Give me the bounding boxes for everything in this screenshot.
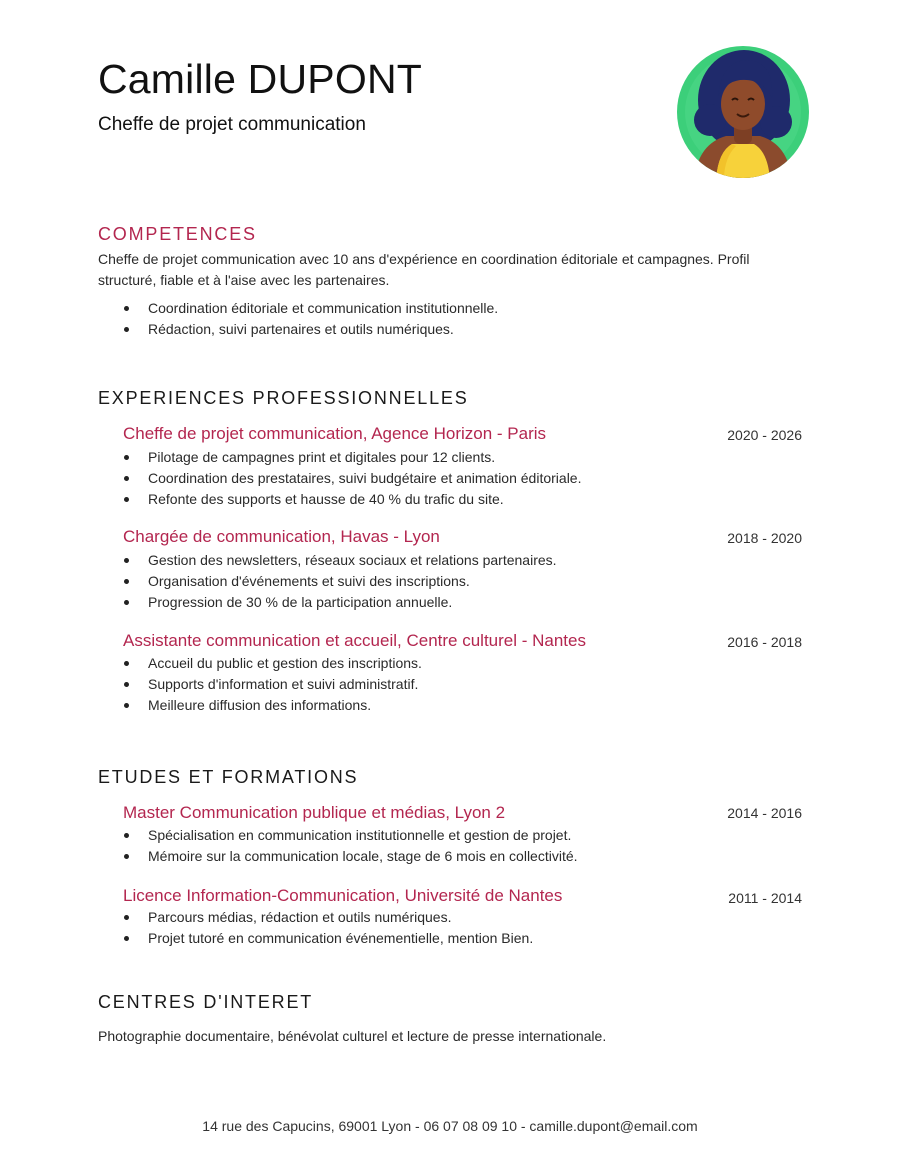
list-item: Meilleure diffusion des informations. [123,695,422,716]
list-item: Spécialisation en communication institutionnelle et gestion de projet. [123,825,578,846]
job-title: Cheffe de projet communication [98,114,366,135]
contact-footer: 14 rue des Capucins, 69001 Lyon - 06 07 08 09 10 - camille.dupont@email.com [202,1118,698,1134]
list-item: Organisation d'événements et suivi des inscriptions. [123,571,557,592]
education-bullets [123,907,533,949]
list-item: Parcours médias, rédaction et outils numériques. [123,907,533,928]
competences-summary: Cheffe de projet communication avec 10 ans d'expérience en coordination éditoriale et campagnes. Profil structuré, fiable et à l'aise avec les partenaires. [98,251,750,288]
education-heading: ETUDES ET FORMATIONS [98,767,359,787]
list-item: Refonte des supports et hausse de 40 % du trafic du site. [123,489,581,510]
list-item: Coordination éditoriale et communication institutionnelle. [123,298,498,319]
experience-bullets [123,653,422,716]
experience-dates: 2018 - 2020 [727,530,802,546]
experiences-heading: EXPERIENCES PROFESSIONNELLES [98,388,469,408]
list-item: Pilotage de campagnes print et digitales pour 12 clients. [123,447,581,468]
list-item: Supports d'information et suivi administratif. [123,674,422,695]
list-item: Projet tutoré en communication événementielle, mention Bien. [123,928,533,949]
interests-text: Photographie documentaire, bénévolat culturel et lecture de presse internationale. [98,1028,607,1044]
education-bullets [123,825,578,867]
list-item: Rédaction, suivi partenaires et outils numériques. [123,319,498,340]
experience-title: Chargée de communication, Havas - Lyon [123,527,440,546]
education-title: Licence Information-Communication, Université de Nantes [123,886,563,905]
competences-heading: COMPETENCES [98,224,257,244]
experience-bullets [123,550,557,613]
experience-dates: 2020 - 2026 [727,427,802,443]
experience-title: Cheffe de projet communication, Agence Horizon - Paris [123,424,547,443]
candidate-name: Camille DUPONT [98,56,422,102]
education-dates: 2014 - 2016 [727,805,802,821]
person-avatar-icon [676,40,810,180]
list-item: Coordination des prestataires, suivi budgétaire et animation éditoriale. [123,468,581,489]
list-item: Accueil du public et gestion des inscriptions. [123,653,422,674]
list-item: Gestion des newsletters, réseaux sociaux et relations partenaires. [123,550,557,571]
list-item: Mémoire sur la communication locale, stage de 6 mois en collectivité. [123,846,578,867]
experience-dates: 2016 - 2018 [727,634,802,650]
experience-bullets [123,447,581,510]
list-item: Progression de 30 % de la participation annuelle. [123,592,557,613]
competences-list [123,298,498,340]
education-dates: 2011 - 2014 [728,890,802,906]
interests-heading: CENTRES D'INTERET [98,992,314,1012]
experience-title: Assistante communication et accueil, Centre culturel - Nantes [123,631,586,650]
education-title: Master Communication publique et médias, Lyon 2 [123,803,506,822]
